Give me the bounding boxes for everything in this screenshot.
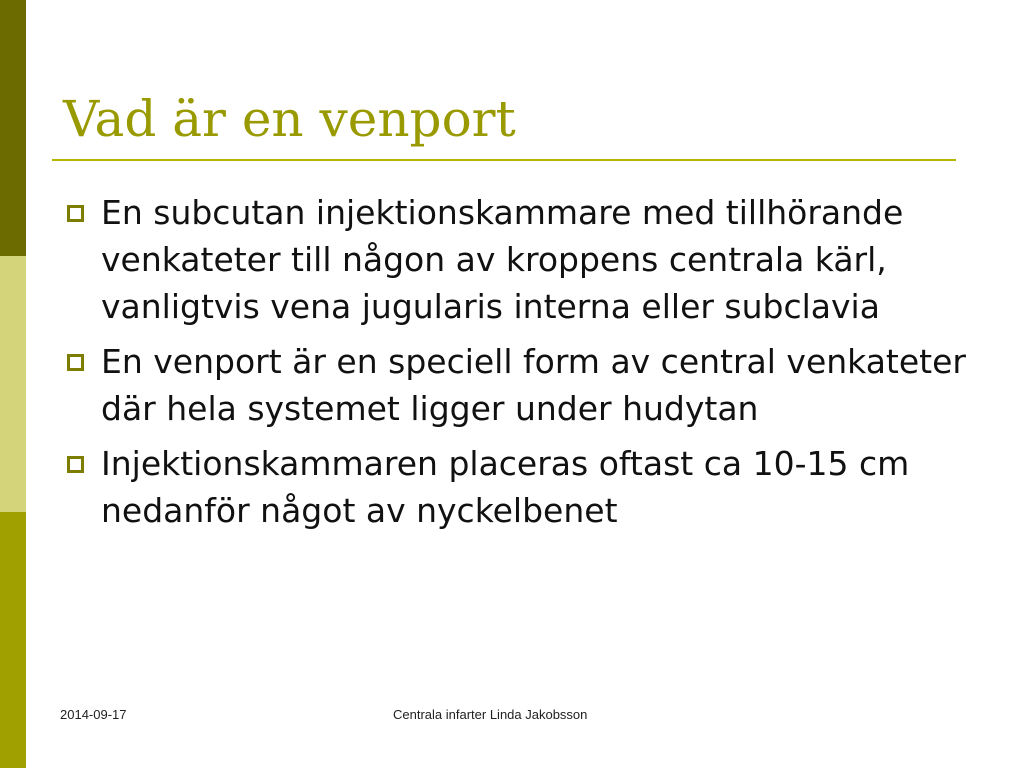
square-bullet-icon xyxy=(67,205,84,222)
bullet-list xyxy=(66,189,966,542)
bullet-text: En subcutan injektionskammare med tillhörande venkateter till någon av kroppens centrala kärl, vanligtvis vena jugularis interna eller subclavia xyxy=(101,193,904,326)
side-bar-bottom xyxy=(0,512,26,768)
bullet-text: En venport är en speciell form av central venkateter där hela systemet ligger under hudytan xyxy=(101,342,966,428)
footer-text: Centrala infarter Linda Jakobsson xyxy=(393,707,588,722)
title-divider xyxy=(52,159,956,161)
bullet-item xyxy=(66,440,966,534)
side-bar-middle xyxy=(0,256,26,512)
slide-title: Vad är en venport xyxy=(63,90,516,148)
footer-date: 2014-09-17 xyxy=(60,707,127,722)
bullet-item xyxy=(66,338,966,432)
side-bar-top xyxy=(0,0,26,256)
bullet-item xyxy=(66,189,966,330)
square-bullet-icon xyxy=(67,354,84,371)
square-bullet-icon xyxy=(67,456,84,473)
bullet-text: Injektionskammaren placeras oftast ca 10-15 cm nedanför något av nyckelbenet xyxy=(101,444,910,530)
